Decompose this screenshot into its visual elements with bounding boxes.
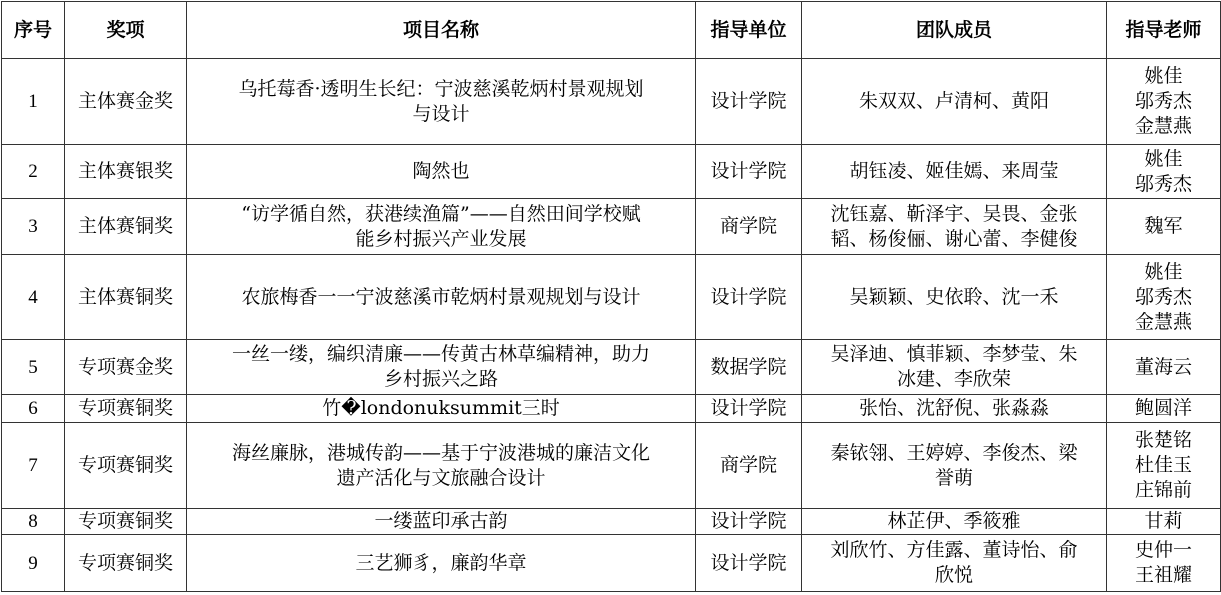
cell-index: 1 [2, 59, 65, 145]
cell-project [187, 423, 696, 509]
cell-project-line: 竹�londonuksummit三时 [322, 397, 560, 419]
cell-project [187, 199, 696, 255]
cell-project-line: 陶然也 [412, 160, 470, 182]
cell-project [187, 395, 696, 423]
cell-members [802, 509, 1107, 535]
cell-project [187, 145, 696, 199]
table-row [2, 255, 1221, 340]
cell-teachers-line: 鲍圆洋 [1134, 397, 1192, 419]
cell-members-line: 刘欣竹、方佳露、董诗怡、俞 [830, 539, 1078, 561]
cell-project-line: 海丝廉脉，港城传韵——基于宁波港城的廉洁文化 [231, 441, 650, 464]
cell-unit: 商学院 [696, 423, 802, 509]
table-row [2, 535, 1221, 592]
cell-members-line: 秦铱翎、王婷婷、李俊杰、梁 [830, 441, 1078, 464]
cell-teachers-line: 姚佳 [1144, 260, 1183, 283]
cell-members-line: 吴泽迪、慎菲颖、李梦莹、朱 [830, 343, 1078, 365]
cell-award: 主体赛金奖 [65, 59, 187, 145]
cell-teachers-line: 姚佳 [1144, 147, 1183, 170]
cell-members-line: 林芷伊、季筱雅 [887, 510, 1021, 532]
cell-teachers-line: 金慧燕 [1134, 115, 1192, 137]
table-row [2, 395, 1221, 423]
cell-members [802, 340, 1107, 395]
cell-project-line: 与设计 [412, 102, 470, 125]
header-unit: 指导单位 [696, 2, 802, 59]
cell-unit: 设计学院 [696, 255, 802, 340]
cell-members-line: 欣悦 [934, 564, 973, 586]
cell-teachers [1107, 423, 1221, 509]
header-project: 项目名称 [187, 2, 696, 59]
header-members: 团队成员 [802, 2, 1107, 59]
cell-index: 6 [2, 395, 65, 423]
table-row [2, 509, 1221, 535]
cell-teachers-line: 王祖耀 [1134, 564, 1192, 586]
cell-members [802, 255, 1107, 340]
cell-members [802, 535, 1107, 592]
cell-teachers-line: 姚佳 [1144, 65, 1183, 87]
cell-teachers-line: 庄锦前 [1134, 479, 1192, 501]
cell-members [802, 423, 1107, 509]
cell-unit: 设计学院 [696, 509, 802, 535]
cell-unit: 商学院 [696, 199, 802, 255]
cell-members-line: 沈钰嘉、靳泽宇、吴畏、金张 [830, 202, 1078, 225]
cell-award: 主体赛铜奖 [65, 255, 187, 340]
cell-project [187, 535, 696, 592]
cell-award: 专项赛铜奖 [65, 509, 187, 535]
cell-members [802, 199, 1107, 255]
header-teachers: 指导老师 [1107, 2, 1221, 59]
cell-members-line: 胡钰凌、姬佳嫣、来周莹 [849, 160, 1059, 182]
cell-teachers [1107, 145, 1221, 199]
table-body [2, 59, 1221, 592]
cell-members [802, 145, 1107, 199]
cell-teachers [1107, 340, 1221, 395]
cell-project-line: “访学循自然，获港续渔篇”——自然田间学校赋 [241, 202, 641, 225]
awards-table [1, 1, 1221, 592]
cell-teachers [1107, 509, 1221, 535]
cell-teachers [1107, 395, 1221, 423]
cell-index: 3 [2, 199, 65, 255]
cell-members-line: 朱双双、卢清柯、黄阳 [858, 90, 1049, 112]
cell-teachers-line: 邬秀杰 [1134, 90, 1192, 112]
cell-index: 5 [2, 340, 65, 395]
cell-unit: 设计学院 [696, 535, 802, 592]
cell-teachers-line: 杜佳玉 [1134, 454, 1192, 476]
cell-teachers-line: 邬秀杰 [1134, 172, 1192, 195]
cell-project-line: 乡村振兴之路 [383, 368, 498, 390]
cell-index: 9 [2, 535, 65, 592]
cell-project [187, 255, 696, 340]
cell-teachers-line: 董海云 [1134, 355, 1192, 378]
cell-award: 专项赛铜奖 [65, 423, 187, 509]
cell-project-line: 遗产活化与文旅融合设计 [336, 466, 546, 489]
cell-unit: 设计学院 [696, 395, 802, 423]
cell-unit: 设计学院 [696, 59, 802, 145]
cell-teachers-line: 金慧燕 [1134, 310, 1192, 333]
table-row [2, 145, 1221, 199]
cell-award: 专项赛铜奖 [65, 395, 187, 423]
table-row [2, 199, 1221, 255]
cell-project-line: 一缕蓝印承古韵 [374, 510, 508, 532]
cell-index: 4 [2, 255, 65, 340]
cell-teachers [1107, 255, 1221, 340]
header-award: 奖项 [65, 2, 187, 59]
cell-teachers [1107, 59, 1221, 145]
table-row [2, 340, 1221, 395]
cell-award: 专项赛金奖 [65, 340, 187, 395]
cell-project-line: 农旅梅香一一宁波慈溪市乾炳村景观规划与设计 [241, 285, 641, 308]
cell-award: 主体赛银奖 [65, 145, 187, 199]
cell-unit: 设计学院 [696, 145, 802, 199]
header-row [2, 2, 1221, 59]
table-row [2, 59, 1221, 145]
cell-project-line: 三艺狮豸，廉韵华章 [355, 551, 527, 574]
cell-members-line: 誉萌 [934, 466, 973, 489]
cell-project-line: 能乡村振兴产业发展 [355, 227, 527, 250]
cell-award: 专项赛铜奖 [65, 535, 187, 592]
cell-members-line: 吴颖颖、史依聆、沈一禾 [849, 285, 1059, 308]
cell-unit: 数据学院 [696, 340, 802, 395]
cell-members [802, 59, 1107, 145]
cell-teachers-line: 邬秀杰 [1134, 285, 1192, 308]
cell-project-line: 乌托莓香·透明生长纪：宁波慈溪乾炳村景观规划 [238, 77, 644, 100]
cell-members [802, 395, 1107, 423]
cell-index: 8 [2, 509, 65, 535]
cell-members-line: 韬、杨俊俪、谢心蕾、李健俊 [830, 227, 1078, 250]
cell-project [187, 59, 696, 145]
cell-project [187, 509, 696, 535]
cell-members-line: 冰建、李欣荣 [896, 368, 1011, 390]
cell-teachers [1107, 199, 1221, 255]
table-row [2, 423, 1221, 509]
cell-teachers [1107, 535, 1221, 592]
cell-teachers-line: 甘莉 [1144, 510, 1183, 532]
cell-teachers-line: 张楚铭 [1134, 429, 1192, 451]
cell-teachers-line: 魏军 [1144, 215, 1183, 237]
header-index: 序号 [2, 2, 65, 59]
cell-index: 7 [2, 423, 65, 509]
cell-index: 2 [2, 145, 65, 199]
cell-project-line: 一丝一缕，编织清廉——传黄古林草编精神，助力 [231, 343, 650, 365]
cell-project [187, 340, 696, 395]
cell-members-line: 张怡、沈舒倪、张淼淼 [858, 397, 1049, 419]
cell-teachers-line: 史仲一 [1134, 539, 1192, 561]
cell-award: 主体赛铜奖 [65, 199, 187, 255]
